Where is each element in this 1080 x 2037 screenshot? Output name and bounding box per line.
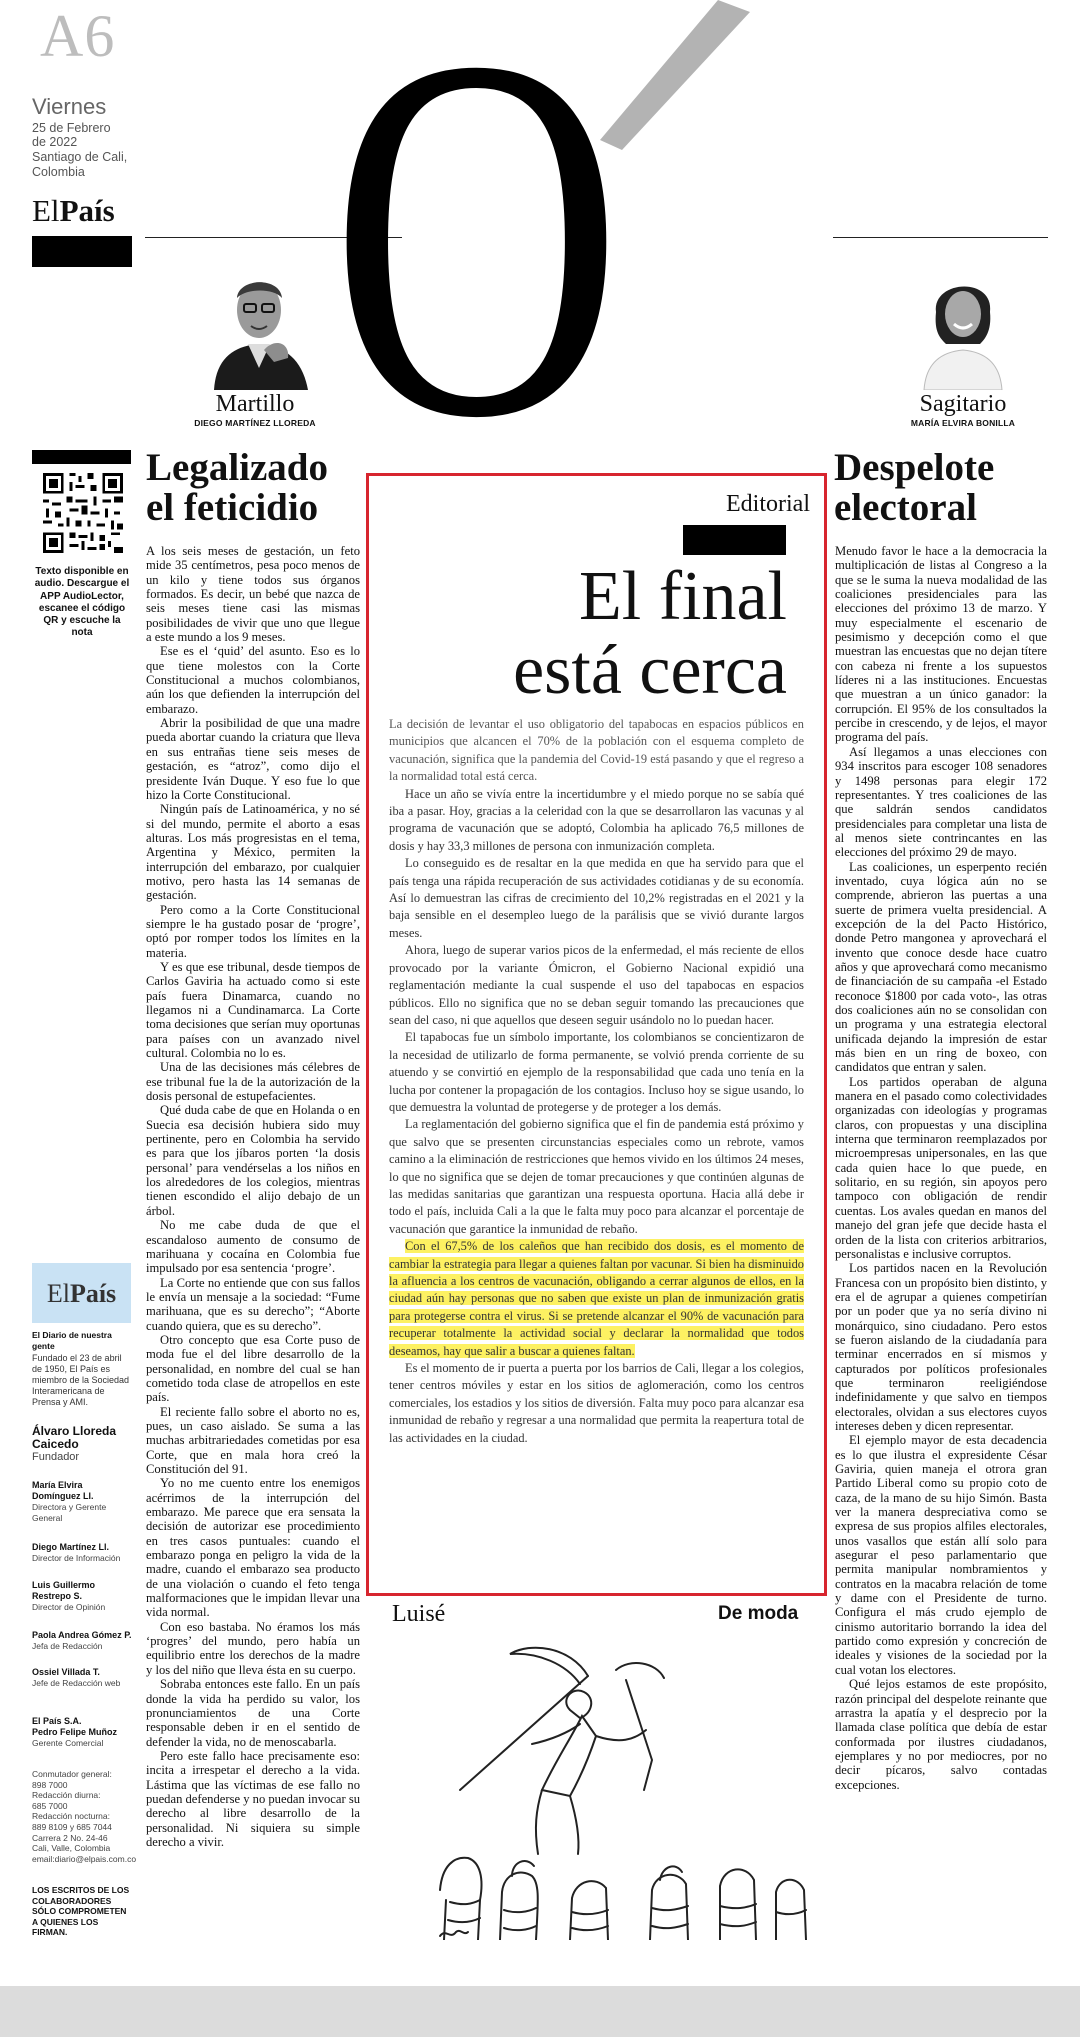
date-line: de 2022 <box>32 135 78 149</box>
headline-line: Legalizado <box>146 446 328 489</box>
paragraph: Y es que ese tribunal, desde tiempos de Carlos Gaviria ha actuado como si este país fuera Dinamarca, cuando no llegamos ni a Cundinamarca. La Corte toma decisiones que serían muy oportunas para países con un avanzado nivel cultural. Colombia no lo es. <box>146 959 360 1061</box>
paragraph: A los seis meses de gestación, un feto mide 35 centímetros, pesa poco menos de un kilo y tiene todos sus órganos formados. Es decir, un bebé que nazca de seis meses tiene casi las mismas posibilidades de vivir que uno que llegue a este mundo a los 9 meses. <box>146 544 360 645</box>
paragraph: Pero este fallo hace precisamente eso: incita a irrespetar el derecho a la vida. Lástima que las víctimas de ese fallo no puedan defenderse y no puedan invocar su derecho al libre desarrollo de la personalidad. Ni siquiera su simple derecho a vivir. <box>146 1748 361 1849</box>
paragraph: Qué lejos estamos de este propósito, razón principal del despelote reinante que arrastra la apatía y el desprecio por la llamada clase política que debía de estar conformada por ilustres ciudadanos, ejemplares y no por mediocres, por no decir pícaros, salvo contadas excepciones. <box>835 1677 1047 1792</box>
staff-role: Director de Opinión <box>32 1602 106 1612</box>
paragraph: Ningún país de Latinoamérica, y no sé si del mundo, permite el aborto a esas alturas. Los más progresistas en el tema, Argentina y México, permiten la interrupción del embarazo, por cualquier motivo, pero hasta las 14 semanas de gestación. <box>146 802 360 903</box>
contact-block <box>32 1769 137 1864</box>
paragraph: Los partidos nacen en la Revolución Francesa con un propósito bien distinto, y era el de agrupar a quienes competirían por un poder que ya no sería divino ni monárquico, sino ciudadano. Pero estos se fueron aislando de la ciudadanía para terminar encerrados en sí mismos y capturados por políticos profesionales que terminaron reeligiéndose indefinidamente y que salvo en tiempos electorales, olvidan a sus electores cuyos intereses deben y dicen representar. <box>835 1261 1047 1433</box>
columnist-portrait-right <box>918 262 1008 390</box>
headline-line: el feticidio <box>146 486 319 529</box>
highlighted-paragraph <box>389 1238 804 1360</box>
contact-line: Conmutador general: <box>32 1769 112 1779</box>
paragraph: El tapabocas fue un símbolo importante, los colombianos se concientizaron de la necesidad de utilizarlo de forma permanente, se volvió prenda corriente de su atuendo y se convirtió en ejemplo de la responsabilidad que cada uno tenía en la lucha por contener la propagación de los contagios. Incluso hoy se sigue usando, lo que demuestra la voluntad de protegerse y de proteger a los demás. <box>389 1030 804 1114</box>
manager-name: Pedro Felipe Muñoz <box>32 1727 118 1737</box>
paragraph: Otro concepto que esa Corte puso de moda fue el del libre desarrollo de la personalidad, en nombre del cual se han cometido toda clase de atropellos en este país. <box>146 1332 360 1405</box>
redacted-bar <box>32 450 131 464</box>
qr-code[interactable] <box>40 470 126 556</box>
columnist-name-left: Martillo <box>215 391 295 417</box>
contact-line: 889 8109 y 685 7044 <box>32 1821 112 1832</box>
staff-entry <box>32 1480 132 1523</box>
paragraph: La Corte no entiende que con sus fallos le envía un mensaje a la sociedad: “Fume marihuana, que es su derecho”; “Aborte cuando quiera, que es su derecho”. <box>146 1275 360 1333</box>
founder-name: Álvaro Lloreda Caicedo <box>32 1424 117 1451</box>
staff-name: Diego Martínez Ll. <box>32 1542 110 1552</box>
staff-entry <box>32 1580 132 1613</box>
sidebar-founding: Fundado el 23 de abril de 1950, El País es miembro de la Sociedad Interamericana de Prensa y AMI. <box>32 1353 130 1407</box>
contact-line: Redacción diurna: <box>32 1790 101 1801</box>
paragraph: No me cabe duda de que el escandaloso aumento de consumo de marihuana y cocaína en Colombia fue impulsado por esa sentencia ‘progre’. <box>146 1218 360 1276</box>
contact-line: Redacción nocturna: <box>32 1811 110 1822</box>
paragraph: Ahora, luego de superar varios picos de la enfermedad, el más reciente de ellos provocado por la variante Ómicron, el Gobierno Nacional expidió una reglamentación mediante la cual suspende el uso del tapabocas en espacios públicos. Ello no significa que no se deban seguir tomando las precauciones que sean del caso, ni que aquellos que deseen seguir usándolo no lo puedan hacer. <box>389 943 804 1027</box>
staff-role: Directora y Gerente General <box>32 1502 107 1523</box>
footer-band <box>0 1986 1080 2037</box>
section-letter: O <box>330 0 623 525</box>
right-column-body <box>835 544 1047 1792</box>
headline-line: electoral <box>834 486 977 529</box>
paragraph: El reciente fallo sobre el aborto no es, pues, un caso aislado. Se suma a las muchas arbitrariedades cometidas por esa Corte, que en mala hora creó la Constitución del 91. <box>146 1404 360 1476</box>
columnist-author-left: DIEGO MARTÍNEZ LLOREDA <box>194 418 316 428</box>
left-headline <box>146 448 366 528</box>
title-line: El final <box>579 558 787 635</box>
left-column-body <box>146 544 360 1849</box>
paragraph: El ejemplo mayor de esta decadencia es lo que ilustra el expresidente César Gaviria, quien maneja el otrora gran Partido Liberal como su propio coto de caza, de la mano de su hijo Simón. Basta ver la manera despreciativa como se expresa de sus propios alfiles electorales, unos vasallos que están allí solo para asegurar el peso parlamentario que permita manipular nombramientos y contratos en la macabra relación de tome y dame con el Presidente de turno. Configura el más crudo ejemplo de cinismo autoritario borrando la idea del partido como expresión y concreción de ideales y visiones de la sociedad por la cual votan los electores. <box>835 1433 1047 1677</box>
staff-role: Jefa de Redacción <box>32 1641 103 1651</box>
headline-line: Despelote <box>834 446 995 489</box>
sidebar-tagline: El Diario de nuestra gente <box>32 1330 112 1351</box>
paragraph: Ese es el ‘quid’ del asunto. Eso es lo que tiene molestos con la Corte Constitucional a muchos colombianos, aún los que defienden la interrupción del embarazo. <box>146 644 360 716</box>
audio-note: Texto disponible en audio. Descargue el APP AudioLector, escanee el código QR y escuche la nota <box>34 566 130 639</box>
paragraph: Abrir la posibilidad de que una madre pueda abortar cuando la criatura que lleva en sus entrañas tiene seis meses de gestación, es “atroz”, como dijo el presidente Iván Duque. Y eso fue lo que hizo la Corte Constitucional. <box>146 716 360 802</box>
staff-name: Paola Andrea Gómez P. <box>32 1630 132 1640</box>
right-headline <box>834 448 1064 528</box>
company-name: El País S.A. <box>32 1716 82 1726</box>
highlight: Con el 67,5% de los caleños que han recibido dos dosis, es el momento de cambiar la estrategia para llegar a quienes faltan por vacunar. Si bien ha disminuido la afluencia a los centros de vacunación, obligando a cerrar algunos de ellos, en la ciudad aún hay personas que no saben que existe un plan de inmunización gratis para protegerse contra el virus. Si se pretende alcanzar el 90% de vacunación para recuperar totalmente la actividad social y declarar la normalidad que todos deseamos, hay que salir a buscar a quienes faltan. <box>389 1239 804 1358</box>
sidebar-founder <box>32 1425 132 1463</box>
columnist-portrait-left <box>204 258 314 390</box>
contact-line: 898 7000 <box>32 1779 68 1790</box>
paragraph: Es el momento de ir puerta a puerta por los barrios de Cali, llegar a los colegios, tener centros móviles y estar en los sitios de aglomeración, como los centros comerciales, los estadios y los sitios de diversión. Falta muy poco para alcanzar esa inmunidad de rebaño y regresar a una normalidad que permita la reapertura total de las actividades en la ciudad. <box>389 1361 804 1445</box>
paragraph: Con eso bastaba. No éramos los más ‘progres’ del mundo, pero había un equilibrio entre los derechos de la madre y los del niño que lleva ésta en su cuerpo. <box>146 1619 360 1677</box>
contact-line: 685 7000 <box>32 1800 68 1811</box>
manager-role: Gerente Comercial <box>32 1738 104 1748</box>
brand-logo <box>32 193 115 229</box>
editorial-title <box>513 560 787 708</box>
staff-role: Director de Información <box>32 1553 121 1563</box>
cartoon-title: De moda <box>718 1603 799 1624</box>
cartoonist-name: Luisé <box>392 1601 446 1627</box>
staff-name: Luis Guillermo Restrepo S. <box>32 1580 96 1601</box>
contact-line: Carrera 2 No. 24-46 <box>32 1832 108 1843</box>
staff-entry <box>32 1667 132 1689</box>
brand-pais: País <box>59 193 115 228</box>
date-line: Santiago de Cali, <box>32 150 128 164</box>
staff-entry <box>32 1630 132 1652</box>
redacted-bar <box>683 525 786 555</box>
contact-email[interactable]: email:diario@elpais.com.co <box>32 1853 137 1864</box>
staff-role: Jefe de Redacción web <box>32 1678 121 1688</box>
accent-mark <box>600 0 750 160</box>
sidebar-logo-box <box>32 1263 131 1323</box>
page-number: A6 <box>40 3 116 69</box>
paragraph: La reglamentación del gobierno significa que el fin de pandemia está próximo y que salvo que se presenten circunstancias especiales como un rebrote, vamos camino a la eliminación de restricciones que hemos vivido en los últimos 24 meses, lo que no significa que se dejen de tomar precauciones y que continúen algunas de las medidas sanitarias que garantizan una respuesta oportuna. Hacia allá debe ir todo el país, incluida Cali a la que le falta muy poco para alcanzar el porcentaje de vacunación que garantice la inmunidad de rebaño. <box>389 1117 804 1236</box>
columnist-name-right: Sagitario <box>919 391 1007 417</box>
cartoon-drawing <box>420 1640 820 1940</box>
date-line: 25 de Febrero <box>32 121 111 135</box>
paragraph: Los partidos operaban de alguna manera en el pasado como colectividades organizadas con ideologías y programas claros, con propuestas y una disciplina interna que terminaron reemplazados por microempresas unipersonales, en las que cada quien hace lo que puede, en solitario, en su región, sin apoyos pero tampoco con obligación de rendir cuentas. Los avales quedan en manos del manejo del gran jefe que decide hasta el orden de la lista con criterios arbitrarios, personalistas e inclusive corruptos. <box>835 1074 1047 1261</box>
masthead-rule-right <box>833 237 1048 238</box>
paragraph: Lo conseguido es de resaltar en la que medida en que ha servido para que el país tenga una rápida recuperación de sus actividades cotidianas y de su economía. Así lo demuestran las cifras de crecimiento del 10,2% registradas en el 2021 y la baja sensible en el desempleo luego de la parálisis que se vivió durante largos meses. <box>389 856 804 940</box>
paragraph: Hace un año se vivía entre la incertidumbre y el miedo porque no se sabía qué iba a pasar. Hoy, gracias a la celeridad con la que se desarrollaron las vacunas y al programa de vacunación que se adoptó, Colombia ha aplicado 76,5 millones de dosis y hay 33,3 millones de persona con inmunización completa. <box>389 786 804 853</box>
founder-role: Fundador <box>32 1451 80 1463</box>
paragraph: Pero como a la Corte Constitucional siempre le ha gustado posar de ‘progre’, optó por romper todos los límites en la materia. <box>146 902 360 960</box>
sidebar-logo-el: El <box>46 1279 70 1308</box>
weekday: Viernes <box>32 94 107 119</box>
columnist-author-right: MARÍA ELVIRA BONILLA <box>910 418 1016 428</box>
staff-name: Ossiel Villada T. <box>32 1667 100 1677</box>
paragraph: Así llegamos a unas elecciones con 934 inscritos para escoger 108 senadores y 1498 personas para elegir 172 representantes. Y tres coaliciones de las que saldrán sendos candidatos presidenciales para completar una lista de al menos siete contrincantes en las elecciones del próximo 29 de mayo. <box>835 744 1047 860</box>
paragraph: Qué duda cabe de que en Holanda o en Suecia esa decisión hubiera sido muy pertinente, pero en Colombia ha servido es para que los jíbaros porten ‘la dosis personal’ para vendérselas a los niños en los alrededores de los colegios, mientras tienen escondido el alijo debajo de un árbol. <box>146 1103 360 1218</box>
sidebar-logo-pais: País <box>69 1279 117 1308</box>
company-block <box>32 1716 132 1749</box>
paragraph: Menudo favor le hace a la democracia la multiplicación de listas al Congreso a la que se le suma la nueva modalidad de las coaliciones presidenciales para las elecciones del próximo 13 de marzo. Y muy especialmente el escenario de pesimismo y decepción como el que muestran las encuestas que no dejan títere con cabeza ni frente a los supuestos líderes ni a las instituciones. Encuestas que muestran a un único ganador: la corrupción. El 95% de los consultados la percibe in crescendo, y de lejos, el mayor programa del país. <box>835 544 1047 745</box>
sidebar-logo <box>32 1279 131 1309</box>
editorial-body <box>389 716 804 1447</box>
paragraph: Sobraba entonces este fallo. En un país donde la vida ha perdido su valor, los pronunciamientos de una Corte responsable deben ir en el sentido de defender la vida, no de menoscabarla. <box>146 1677 360 1749</box>
editorial-kicker: Editorial <box>726 491 810 517</box>
brand-el: El <box>32 193 60 228</box>
paragraph: Las coaliciones, un esperpento recién inventado, cuya lógica aún no se comprende, abrieron las puertas a una suerte de primera vuelta presidencial. A excepción de la del Pacto Histórico, donde Petro mangonea y aprovechará el invento que conoce desde hace cuatro años y que aprovechará como mecanismo de financiación de su campaña -el Estado reconoce $1800 por cada voto-, las otras dos coaliciones aún no se consolidan con un programa y una estrategia electoral unificada dejando la impresión de estar más bien en un ring de boxeo, con candidatos que entran y salen. <box>835 859 1047 1075</box>
title-line: está cerca <box>513 632 787 709</box>
staff-entry <box>32 1542 132 1564</box>
staff-name: María Elvira Domínguez Ll. <box>32 1480 94 1501</box>
redacted-bar <box>32 236 132 267</box>
date-line: Colombia <box>32 165 85 179</box>
paragraph: Una de las decisiones más célebres de ese tribunal fue la de la autorización de la dosis personal de estupefacientes. <box>146 1060 360 1104</box>
editorial-lead: La decisión de levantar el uso obligatorio del tapabocas en espacios públicos en municipios que alcancen el 70% de la población con el esquema completo de vacunación, significa que la pandemia del Covid-19 está pasando y que el regreso a la normalidad total está cerca. <box>389 717 804 784</box>
disclaimer: LOS ESCRITOS DE LOS COLABORADORES SÓLO COMPROMETEN A QUIENES LOS FIRMAN. <box>32 1885 130 1937</box>
contact-line: Cali, Valle, Colombia <box>32 1843 111 1854</box>
paragraph: Yo no me cuento entre los enemigos acérrimos de la interrupción del embarazo. Me parece que era sensata la decisión de autorizar ese procedimiento en tres casos puntuales: cuando el embarazo ponga en peligro la vida de la madre, cuando el embarazo sea producto de una violación o cuando el feto tenga malformaciones que le impidan llevar una vida normal. <box>146 1476 360 1620</box>
